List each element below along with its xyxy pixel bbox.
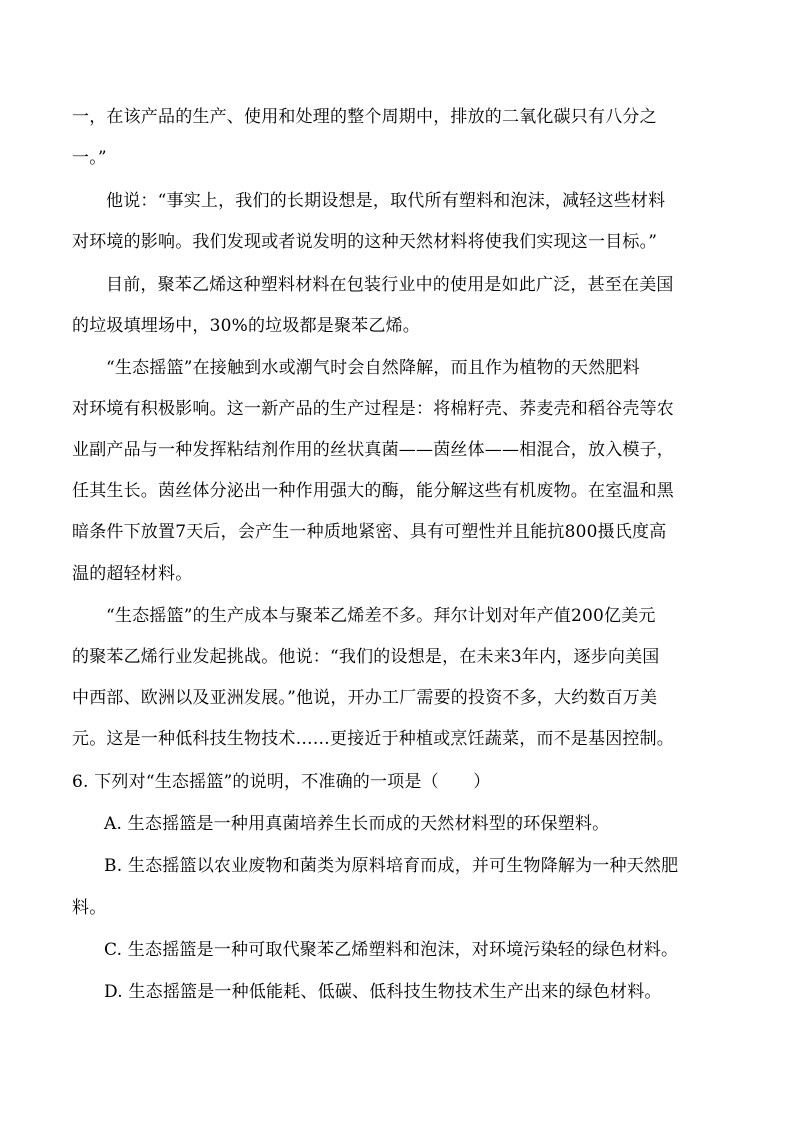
passage-line: 一，在该产品的生产、使用和处理的整个周期中，排放的二氧化碳只有八分之 (72, 107, 657, 127)
passage-line: 任其生长。茵丝体分泌出一种作用强大的酶，能分解这些有机废物。在室温和黑 (72, 481, 674, 501)
question-stem: 6. 下列对“生态摇篮”的说明，不准确的一项是（ ） (72, 772, 491, 792)
option-c: C. 生态摇篮是一种可取代聚苯乙烯塑料和泡沫，对环境污染轻的绿色材料。 (104, 940, 679, 960)
passage-line: 温的超轻材料。 (72, 564, 193, 584)
passage-line: 对环境有积极影响。这一新产品的生产过程是：将棉籽壳、荞麦壳和稻谷壳等农 (72, 399, 674, 419)
passage-line: 暗条件下放置7天后，会产生一种质地紧密、具有可塑性并且能抗800摄氏度高 (72, 522, 667, 542)
passage-line: 业副产品与一种发挥粘结剂作用的丝状真菌——茵丝体——相混合，放入模子， (72, 440, 674, 460)
option-b: B. 生态摇篮以农业废物和菌类为原料培育而成，并可生物降解为一种天然肥 (104, 856, 679, 876)
passage-line: “生态摇篮”的生产成本与聚苯乙烯差不多。拜尔计划对年产值200亿美元 (106, 606, 656, 626)
passage-line: “生态摇篮”在接触到水或潮气时会自然降解，而且作为植物的天然肥料 (106, 358, 640, 378)
passage-line: 对环境的影响。我们发现或者说发明的这种天然材料将使我们实现这一目标。” (72, 232, 658, 252)
passage-line: 的聚苯乙烯行业发起挑战。他说：“我们的设想是，在未来3年内，逐步向美国 (72, 647, 660, 667)
option-b-continued: 料。 (72, 898, 107, 918)
option-a: A. 生态摇篮是一种用真菌培养生长而成的天然材料型的环保塑料。 (104, 814, 610, 834)
passage-line: 一。” (72, 148, 107, 168)
passage-line: 他说：“事实上，我们的长期设想是，取代所有塑料和泡沫，减轻这些材料 (106, 191, 666, 211)
passage-line: 元。这是一种低科技生物技术……更接近于种植或烹饪蔬菜，而不是基因控制。 (72, 729, 674, 749)
passage-line: 目前，聚苯乙烯这种塑料材料在包装行业中的使用是如此广泛，甚至在美国 (106, 275, 674, 295)
passage-line: 的垃圾填埋场中，30%的垃圾都是聚苯乙烯。 (72, 316, 420, 336)
option-d: D. 生态摇篮是一种低能耗、低碳、低科技生物技术生产出来的绿色材料。 (104, 982, 662, 1002)
passage-line: 中西部、欧洲以及亚洲发展。”他说，开办工厂需要的投资不多，大约数百万美 (72, 688, 658, 708)
